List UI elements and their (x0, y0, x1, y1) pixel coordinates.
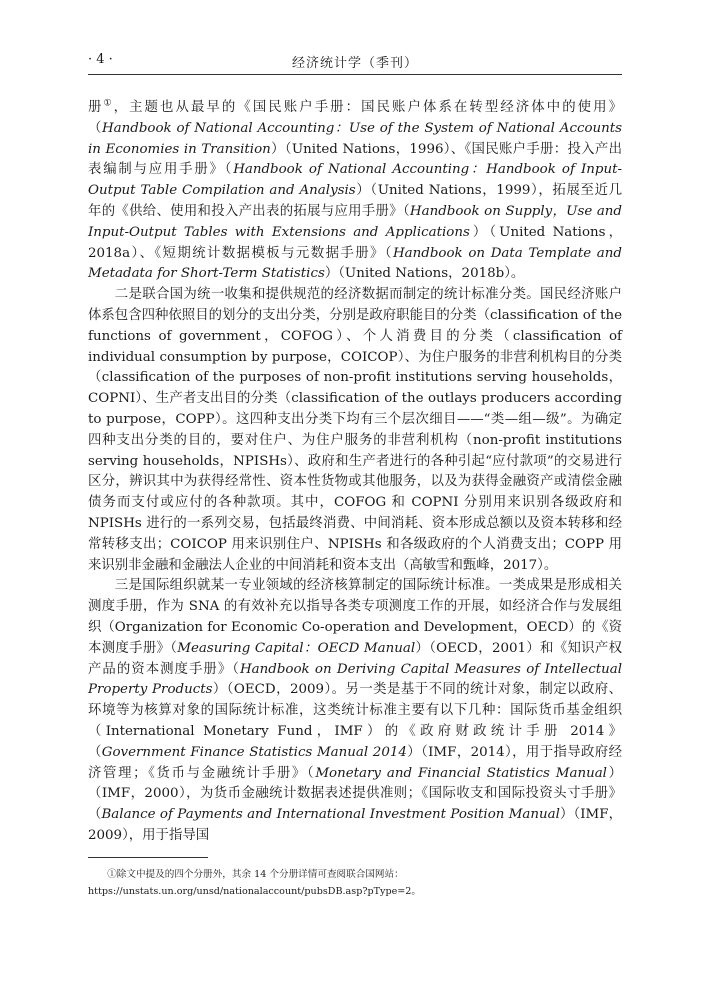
text-run: ）（United Nations，2018b）。 (324, 266, 525, 282)
footnote-rule (88, 857, 208, 858)
text-run: ，主题也从最早的《国民账户手册：国民账户体系在转型经济体中的使用》（ (88, 100, 622, 136)
italic-title: Balance of Payments and International Investment Position Manual (101, 807, 560, 823)
text-run: 册 (88, 100, 104, 115)
text-run: ）（OECD，2009）。另一类是基于不同的统计对象，制定以政府、环境等为核算对象的国际统计标准，这类统计标准主要有以下几种：国际货币基金组织（International Monetary Fund，IMF）的《政府财政统计手册 2014》（ (88, 682, 622, 760)
paragraph-1 (88, 98, 622, 285)
italic-title: Handbook on Supply，Use and Input-Output Tables with Extensions and Applications (88, 203, 622, 240)
header-rule (88, 74, 622, 75)
text-run: ）（United Nations，1999），拓展至近几年的《供给、使用和投入产出表的拓展与应用手册》（ (88, 183, 622, 219)
footnote: ①除文中提及的四个分册外，其余 14 个分册详情可查阅联合国网站：https://unstats.un.org/unsd/nationalaccount/pubsDB.asp?pType=2。 (88, 869, 422, 897)
text-run: ）（IMF，2009），用于指导国 (88, 807, 622, 843)
text-run: ）（IMF，2014），用于指导政府经济管理；《货币与金融统计手册》（ (88, 744, 622, 781)
italic-title: Government Finance Statistics Manual 2014 (101, 744, 407, 760)
text-run: ）（United Nations，2018a）、《短期统计数据模板与元数据手册》（ (88, 224, 622, 261)
italic-title: Handbook on Data Template and Metadata for Short-Term Statistics (88, 245, 622, 282)
italic-title: Measuring Capital：OECD Manual (177, 640, 416, 656)
text-run: ）（United Nations，1996）、《国民账户手册：投入产出表编制与应用手册》（ (88, 141, 622, 178)
running-header (88, 52, 622, 74)
footnote-marker[interactable]: ① (103, 98, 114, 109)
text-run: ）（OECD，2001）和《知识产权产品的资本测度手册》（ (88, 640, 622, 677)
journal-title: 经济统计学（季刊） (291, 56, 418, 71)
italic-title: Handbook of National Accounting：Use of the System of National Accounts in Economies in Transition (88, 120, 623, 157)
article-body (88, 98, 622, 847)
paragraph-2: 二是联合国为统一收集和提供规范的经济数据而制定的统计标准分类。国民经济账户体系包含四种依照目的划分的支出分类，分别是政府职能目的分类（classification of the functions of government，COFOG）、个人消费目的分类（classification of individual consumption by purpose，COICOP）、为住户服务的非营利机构目的分类（classification of the purposes of non-profit institutions serving households，COPNI）、生产者支出目的分类（classification of the outlays producers according to purpose，COPP）。这四种支出分类下均有三个层次细目——“类—组—级”。为确定四种支出分类的目的，要对住户、为住户服务的非营利机构（non-profit institutions serving households，NPISHs）、政府和生产者进行的各种引起“应付款项”的交易进行区分，辨识其中为获得经常性、资本性货物或其他服务，以及为获得金融资产或清偿金融债务而支付或应付的各种款项。其中，COFOG 和 COPNI 分别用来识别各级政府和 NPISHs 进行的一系列交易，包括最终消费、中间消耗、资本形成总额以及资本转移和经常转移支出；COICOP 用来识别住户、NPISHs 和各级政府的个人消费支出；COPP 用来识别非金融和金融法人企业的中间消耗和资本支出（高敏雪和甄峰，2017）。 (88, 287, 622, 573)
page-number: · 4 · (88, 52, 113, 67)
text-run: ）（IMF，2000），为货币金融统计数据表述提供准则；《国际收支和国际投资头寸手册》（ (88, 765, 623, 823)
italic-title: Handbook on Deriving Capital Measures of Intellectual Property Products (88, 661, 622, 698)
text-run: 三是国际组织就某一专业领域的经济核算制定的国际统计标准。一类成果是形成相关测度手册，作为 SNA 的有效补充以指导各类专项测度工作的开展，如经济合作与发展组织（Organization for Economic Co-operation and Development，OECD）的《资本测度手册》（ (88, 578, 622, 656)
italic-title: Monetary and Financial Statistics Manual (315, 765, 607, 781)
italic-title: Handbook of National Accounting：Handbook of Input-Output Table Compilation and Analysis (88, 162, 622, 199)
paragraph-3 (88, 576, 622, 846)
